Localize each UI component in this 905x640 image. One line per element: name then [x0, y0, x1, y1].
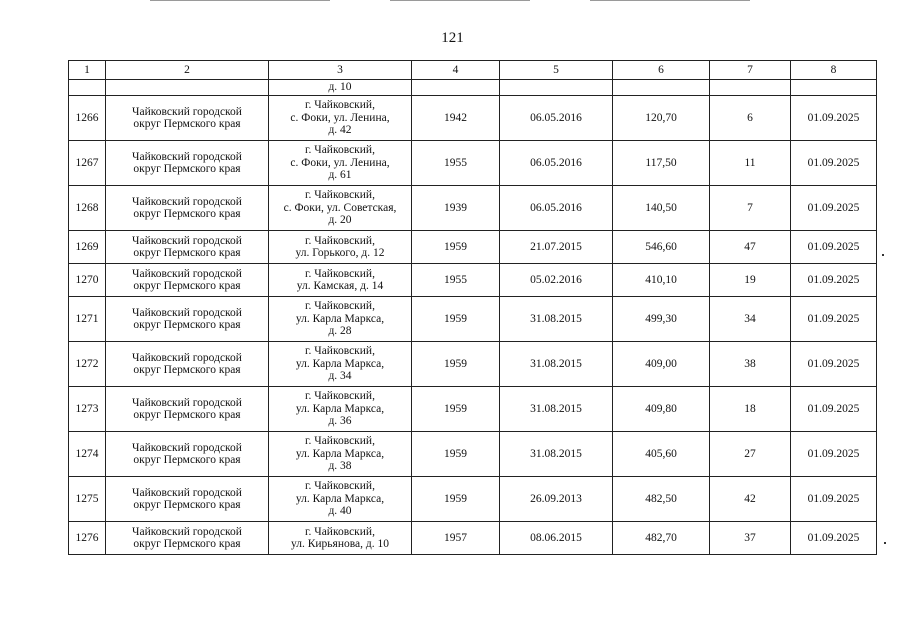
cell-deadline: 01.09.2025 [791, 432, 877, 477]
table-row [69, 342, 877, 387]
cell-area: 117,50 [613, 141, 710, 186]
cell-deadline: 01.09.2025 [791, 522, 877, 555]
cell-year: 1959 [412, 342, 500, 387]
cell-area: 120,70 [613, 96, 710, 141]
cell-municipality: Чайковский городской округ Пермского края [106, 141, 269, 186]
cell-year: 1959 [412, 387, 500, 432]
cell-municipality: Чайковский городской округ Пермского края [106, 231, 269, 264]
cell-deadline: 01.09.2025 [791, 477, 877, 522]
cell-date: 06.05.2016 [500, 186, 613, 231]
cell-address: г. Чайковский, с. Фоки, ул. Ленина, д. 61 [269, 141, 412, 186]
cell-year: 1955 [412, 141, 500, 186]
table-row [69, 264, 877, 297]
cell-count: 27 [710, 432, 791, 477]
cell-number: 1273 [69, 387, 106, 432]
housing-register-table [68, 60, 877, 555]
continuation-row [69, 80, 877, 96]
cell-municipality: Чайковский городской округ Пермского края [106, 297, 269, 342]
cell-count: 7 [710, 186, 791, 231]
cell-number: 1269 [69, 231, 106, 264]
cell-number: 1266 [69, 96, 106, 141]
cell-count: 19 [710, 264, 791, 297]
cell-count: 18 [710, 387, 791, 432]
cell [791, 80, 877, 96]
cell-year: 1955 [412, 264, 500, 297]
cell-number: 1271 [69, 297, 106, 342]
cell-year: 1942 [412, 96, 500, 141]
cell-address: г. Чайковский, ул. Карла Маркса, д. 40 [269, 477, 412, 522]
cell-municipality: Чайковский городской округ Пермского края [106, 387, 269, 432]
cell-year: 1959 [412, 297, 500, 342]
cell-date: 31.08.2015 [500, 342, 613, 387]
cell-area: 482,50 [613, 477, 710, 522]
cell-date: 21.07.2015 [500, 231, 613, 264]
cell-date: 08.06.2015 [500, 522, 613, 555]
table-row [69, 477, 877, 522]
cell-number: 1267 [69, 141, 106, 186]
cell-municipality: Чайковский городской округ Пермского края [106, 432, 269, 477]
cell-date: 31.08.2015 [500, 297, 613, 342]
scan-edge-line [590, 0, 750, 1]
cell-number: 1276 [69, 522, 106, 555]
cell-address: г. Чайковский, с. Фоки, ул. Советская, д. 20 [269, 186, 412, 231]
scan-dot [884, 542, 886, 544]
table-row [69, 297, 877, 342]
cell-date: 31.08.2015 [500, 387, 613, 432]
cell-area: 410,10 [613, 264, 710, 297]
cell-date: 06.05.2016 [500, 141, 613, 186]
cell-count: 11 [710, 141, 791, 186]
column-number: 8 [791, 61, 877, 80]
cell [69, 80, 106, 96]
cell-year: 1959 [412, 477, 500, 522]
table-row [69, 141, 877, 186]
column-number: 4 [412, 61, 500, 80]
cell-address: г. Чайковский, ул. Карла Маркса, д. 34 [269, 342, 412, 387]
cell-date: 05.02.2016 [500, 264, 613, 297]
cell-number: 1274 [69, 432, 106, 477]
cell-municipality: Чайковский городской округ Пермского края [106, 342, 269, 387]
cell [710, 80, 791, 96]
column-number: 2 [106, 61, 269, 80]
cell-deadline: 01.09.2025 [791, 96, 877, 141]
cell-count: 37 [710, 522, 791, 555]
cell [500, 80, 613, 96]
cell-number: 1272 [69, 342, 106, 387]
cell-count: 47 [710, 231, 791, 264]
cell-count: 34 [710, 297, 791, 342]
cell-area: 546,60 [613, 231, 710, 264]
cell-area: 409,80 [613, 387, 710, 432]
cell-number: 1270 [69, 264, 106, 297]
table-body [69, 61, 877, 555]
cell-address: г. Чайковский, с. Фоки, ул. Ленина, д. 42 [269, 96, 412, 141]
column-number: 1 [69, 61, 106, 80]
column-number: 6 [613, 61, 710, 80]
cell-number: 1268 [69, 186, 106, 231]
table-row [69, 231, 877, 264]
cell-area: 140,50 [613, 186, 710, 231]
scan-dot [882, 254, 884, 256]
cell-area: 409,00 [613, 342, 710, 387]
cell-date: 31.08.2015 [500, 432, 613, 477]
cell [106, 80, 269, 96]
cell-address: г. Чайковский, ул. Карла Маркса, д. 28 [269, 297, 412, 342]
cell-number: 1275 [69, 477, 106, 522]
cell-year: 1959 [412, 231, 500, 264]
scan-edge-line [150, 0, 330, 1]
cell-area: 405,60 [613, 432, 710, 477]
cell-municipality: Чайковский городской округ Пермского края [106, 264, 269, 297]
cell-municipality: Чайковский городской округ Пермского края [106, 96, 269, 141]
cell-deadline: 01.09.2025 [791, 231, 877, 264]
cell-municipality: Чайковский городской округ Пермского края [106, 477, 269, 522]
cell-date: 06.05.2016 [500, 96, 613, 141]
cell-area: 482,70 [613, 522, 710, 555]
cell-deadline: 01.09.2025 [791, 141, 877, 186]
table-row [69, 432, 877, 477]
table-row [69, 186, 877, 231]
cell-address: г. Чайковский, ул. Карла Маркса, д. 38 [269, 432, 412, 477]
cell-deadline: 01.09.2025 [791, 264, 877, 297]
cell-deadline: 01.09.2025 [791, 342, 877, 387]
page-number: 121 [441, 30, 464, 46]
cell-municipality: Чайковский городской округ Пермского края [106, 186, 269, 231]
cell [412, 80, 500, 96]
table-row [69, 387, 877, 432]
table-row [69, 96, 877, 141]
cell-address: г. Чайковский, ул. Горького, д. 12 [269, 231, 412, 264]
cell-deadline: 01.09.2025 [791, 186, 877, 231]
cell-year: 1939 [412, 186, 500, 231]
cell-count: 42 [710, 477, 791, 522]
cell-year: 1957 [412, 522, 500, 555]
cell-deadline: 01.09.2025 [791, 297, 877, 342]
cell-count: 6 [710, 96, 791, 141]
column-number-row [69, 61, 877, 80]
column-number: 5 [500, 61, 613, 80]
cell-deadline: 01.09.2025 [791, 387, 877, 432]
cell-date: 26.09.2013 [500, 477, 613, 522]
column-number: 3 [269, 61, 412, 80]
cell-address: г. Чайковский, ул. Карла Маркса, д. 36 [269, 387, 412, 432]
cell-address: д. 10 [269, 80, 412, 96]
table-row [69, 522, 877, 555]
scan-edge-line [390, 0, 530, 1]
column-number: 7 [710, 61, 791, 80]
cell-area: 499,30 [613, 297, 710, 342]
cell-municipality: Чайковский городской округ Пермского края [106, 522, 269, 555]
cell-count: 38 [710, 342, 791, 387]
cell-address: г. Чайковский, ул. Кирьянова, д. 10 [269, 522, 412, 555]
cell [613, 80, 710, 96]
cell-address: г. Чайковский, ул. Камская, д. 14 [269, 264, 412, 297]
cell-year: 1959 [412, 432, 500, 477]
